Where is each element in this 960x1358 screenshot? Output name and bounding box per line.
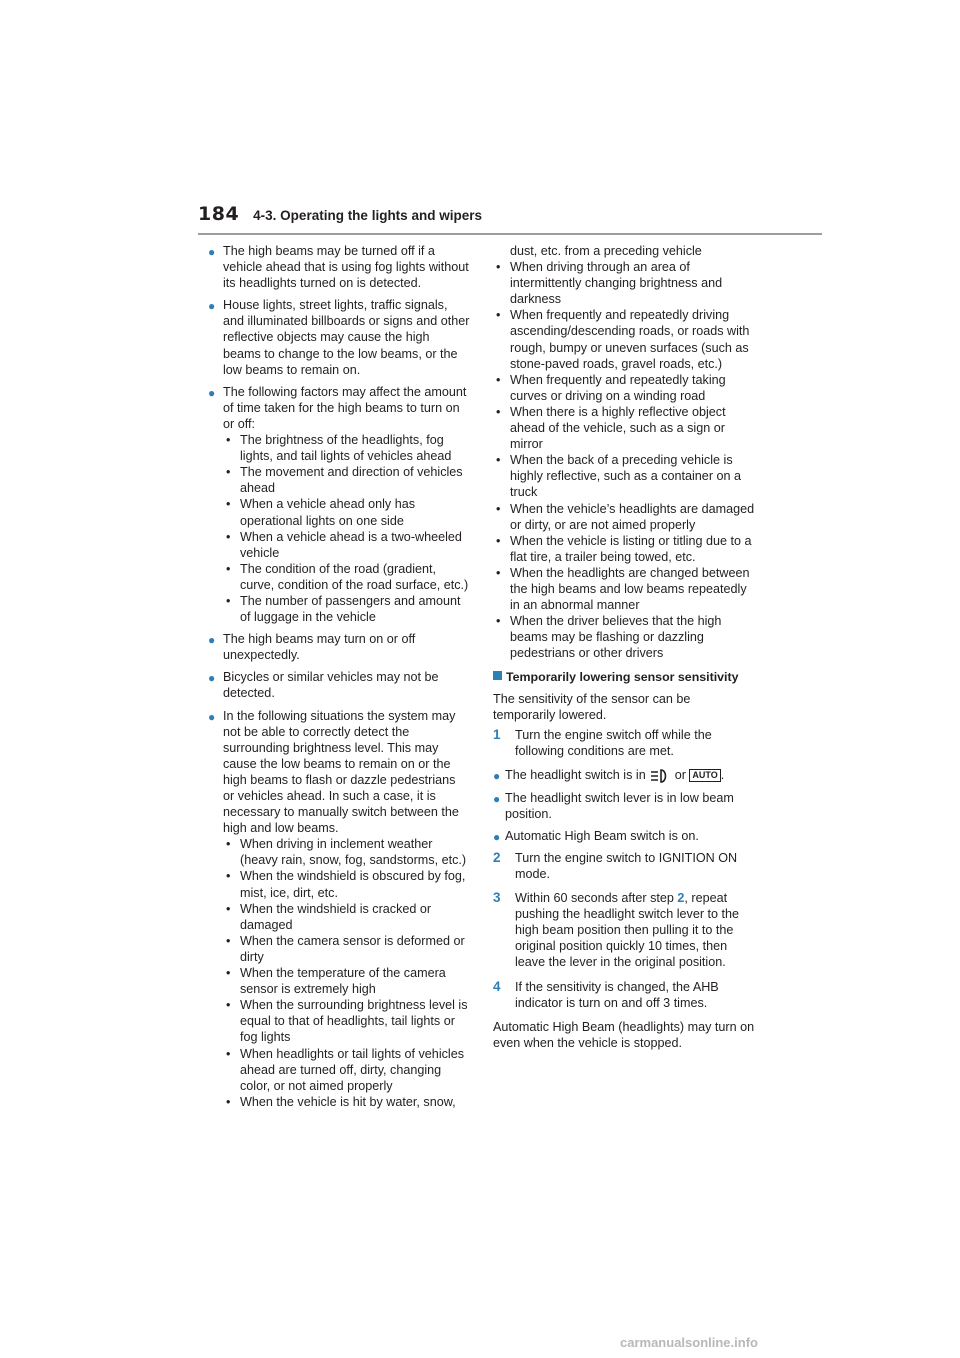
sub-item: • The brightness of the headlights, fog lights, and tail lights of vehicles ahead xyxy=(226,433,452,464)
heading-square-icon xyxy=(493,671,502,680)
sub-item: • When the windshield is cracked or damaged xyxy=(226,901,432,932)
bullet-icon: ● xyxy=(208,709,216,724)
sub-item: • When driving in inclement weather (heavy rain, snow, fog, sandstorms, etc.) xyxy=(226,837,467,868)
headlight-icon xyxy=(649,768,671,784)
step-2: 2 Turn the engine switch to IGNITION ON mode. xyxy=(493,849,738,881)
bullet-icon: ● xyxy=(493,829,501,844)
sub-item: • When headlights or tail lights of vehicles ahead are turned off, dirty, changing color, or not aimed properly xyxy=(226,1046,465,1093)
bullet-icon: ● xyxy=(208,633,216,648)
sub-item: • The number of passengers and amount of luggage in the vehicle xyxy=(226,593,461,625)
sub-item: • When there is a highly reflective object ahead of the vehicle, such as a sign or mirror xyxy=(496,404,726,452)
bullet-item: ● House lights, street lights, traffic signals, and illuminated billboards or signs and other reflective objects may cause the high beams to change to the low beams, or the low beams to remain on. xyxy=(208,298,470,377)
sub-item: • When a vehicle ahead is a two-wheeled vehicle xyxy=(226,529,462,560)
bullet-icon: ● xyxy=(208,245,216,259)
sub-item: • When the surrounding brightness level is equal to that of headlights, tail lights or fog lights xyxy=(226,998,468,1045)
condition-3: ● Automatic High Beam switch is on. xyxy=(493,828,699,844)
sub-item: • When the temperature of the camera sensor is extremely high xyxy=(226,966,446,997)
right-column xyxy=(493,243,755,1055)
sub-item: • The movement and direction of vehicles ahead xyxy=(226,465,463,496)
bullet-icon: ● xyxy=(208,299,216,314)
section-heading: Temporarily lowering sensor sensitivity xyxy=(493,669,755,685)
bullet-item: ● The following factors may affect the amount of time taken for the high beams to turn on or off: • The brightness of the headlights, fog lights, and tail lights of vehicles ahead • The movement and direction of vehicles ahead • When a vehicle ahead only has operational lights on one side • When a vehicle ahead is a two-wheeled vehicle • The condition of the road (gradient, curve, condition of the road surface, etc.) • The number of passengers and amount of luggage in the vehicle xyxy=(208,384,469,625)
step-1: 1 Turn the engine switch off while the following conditions are met. xyxy=(493,726,712,758)
sub-item: • When the headlights are changed between the high beams and low beams repeatedly in an abnormal manner xyxy=(496,565,750,613)
sub-item: • When frequently and repeatedly taking curves or driving on a winding road xyxy=(496,372,726,403)
page-number: 184 xyxy=(198,203,240,225)
sub-item: • When the camera sensor is deformed or dirty xyxy=(226,933,465,964)
bullet-item: ● In the following situations the system may not be able to correctly detect the surrounding brightness level. This may cause the low beams to remain on or the high beams to flash or dazzle pedestrians or vehicles ahead. In such a case, it is necessary to manually switch between the high and low beams. • When driving in inclement weather (heavy rain, snow, fog, sandstorms, etc.) • When the windshield is obscured by fog, mist, ice, dirt, etc. • When the windshield is cracked or damaged • When the camera sensor is deformed or dirty • When the temperature of the camera sensor is extremely high • When the surrounding brightness level is equal to that of headlights, tail lights or fog lights • When headlights or tail lights of vehicles ahead are turned off, dirty, changing color, or not aimed properly • When the vehicle is hit by water, snow, xyxy=(208,708,470,1110)
bullet-item: ● The high beams may turn on or off unexpectedly. xyxy=(208,632,416,663)
condition-2: ● The headlight switch lever is in low beam position. xyxy=(493,790,734,821)
page-header xyxy=(198,203,482,233)
intro-paragraph: The sensitivity of the sensor can be temporarily lowered. xyxy=(493,691,691,722)
sub-item: • When a vehicle ahead only has operational lights on one side xyxy=(226,497,416,528)
condition-1: ● The headlight switch is in or AUTO . xyxy=(493,767,725,783)
bullet-item: ● Bicycles or similar vehicles may not be detected. xyxy=(208,670,439,701)
step-4: 4 If the sensitivity is changed, the AHB indicator is turn on and off 3 times. xyxy=(493,978,719,1010)
sub-item: • When the vehicle is hit by water, snow, xyxy=(226,1094,456,1109)
sub-item: • When the driver believes that the high beams may be flashing or dazzling pedestrians or other drivers xyxy=(496,614,722,661)
auto-icon: AUTO xyxy=(689,769,720,782)
section-title: 4-3. Operating the lights and wipers xyxy=(253,208,482,223)
step-reference: 2 xyxy=(677,891,685,906)
bullet-icon: ● xyxy=(208,671,216,686)
step-3: 3 Within 60 seconds after step 2, repeat pushing the headlight switch lever to the high beam position then pulling it to the original position quickly 10 times, then leave the lever in the original position. xyxy=(493,890,740,970)
sub-item: • When the back of a preceding vehicle is highly reflective, such as a container on a truck xyxy=(496,453,742,500)
bullet-icon: ● xyxy=(493,791,501,806)
left-column xyxy=(208,243,470,1116)
sub-item: • When driving through an area of intermittently changing brightness and darkness xyxy=(496,260,723,307)
sub-item: • When the windshield is obscured by fog, mist, ice, dirt, etc. xyxy=(226,869,466,900)
sub-item: • The condition of the road (gradient, curve, condition of the road surface, etc.) xyxy=(226,561,469,592)
sub-item: • When the vehicle is listing or titling due to a flat tire, a trailer being towed, etc. xyxy=(496,533,752,564)
sub-item: • When frequently and repeatedly driving ascending/descending roads, or roads with rough, bumpy or uneven surfaces (such as stone-paved roads, gravel roads, etc.) xyxy=(496,308,750,371)
bullet-item: ● The high beams may be turned off if a vehicle ahead that is using fog lights without its headlights turned on is detected. xyxy=(208,244,469,291)
sub-item: • When the vehicle’s headlights are damaged or dirty, or are not aimed properly xyxy=(496,501,755,532)
bullet-icon: ● xyxy=(208,385,216,400)
bullet-icon: ● xyxy=(493,768,501,783)
header-rule xyxy=(198,233,822,235)
closing-paragraph: Automatic High Beam (headlights) may turn on even when the vehicle is stopped. xyxy=(493,1019,755,1050)
continued-text: dust, etc. from a preceding vehicle xyxy=(510,244,702,258)
watermark: carmanualsonline.info xyxy=(620,1335,758,1350)
